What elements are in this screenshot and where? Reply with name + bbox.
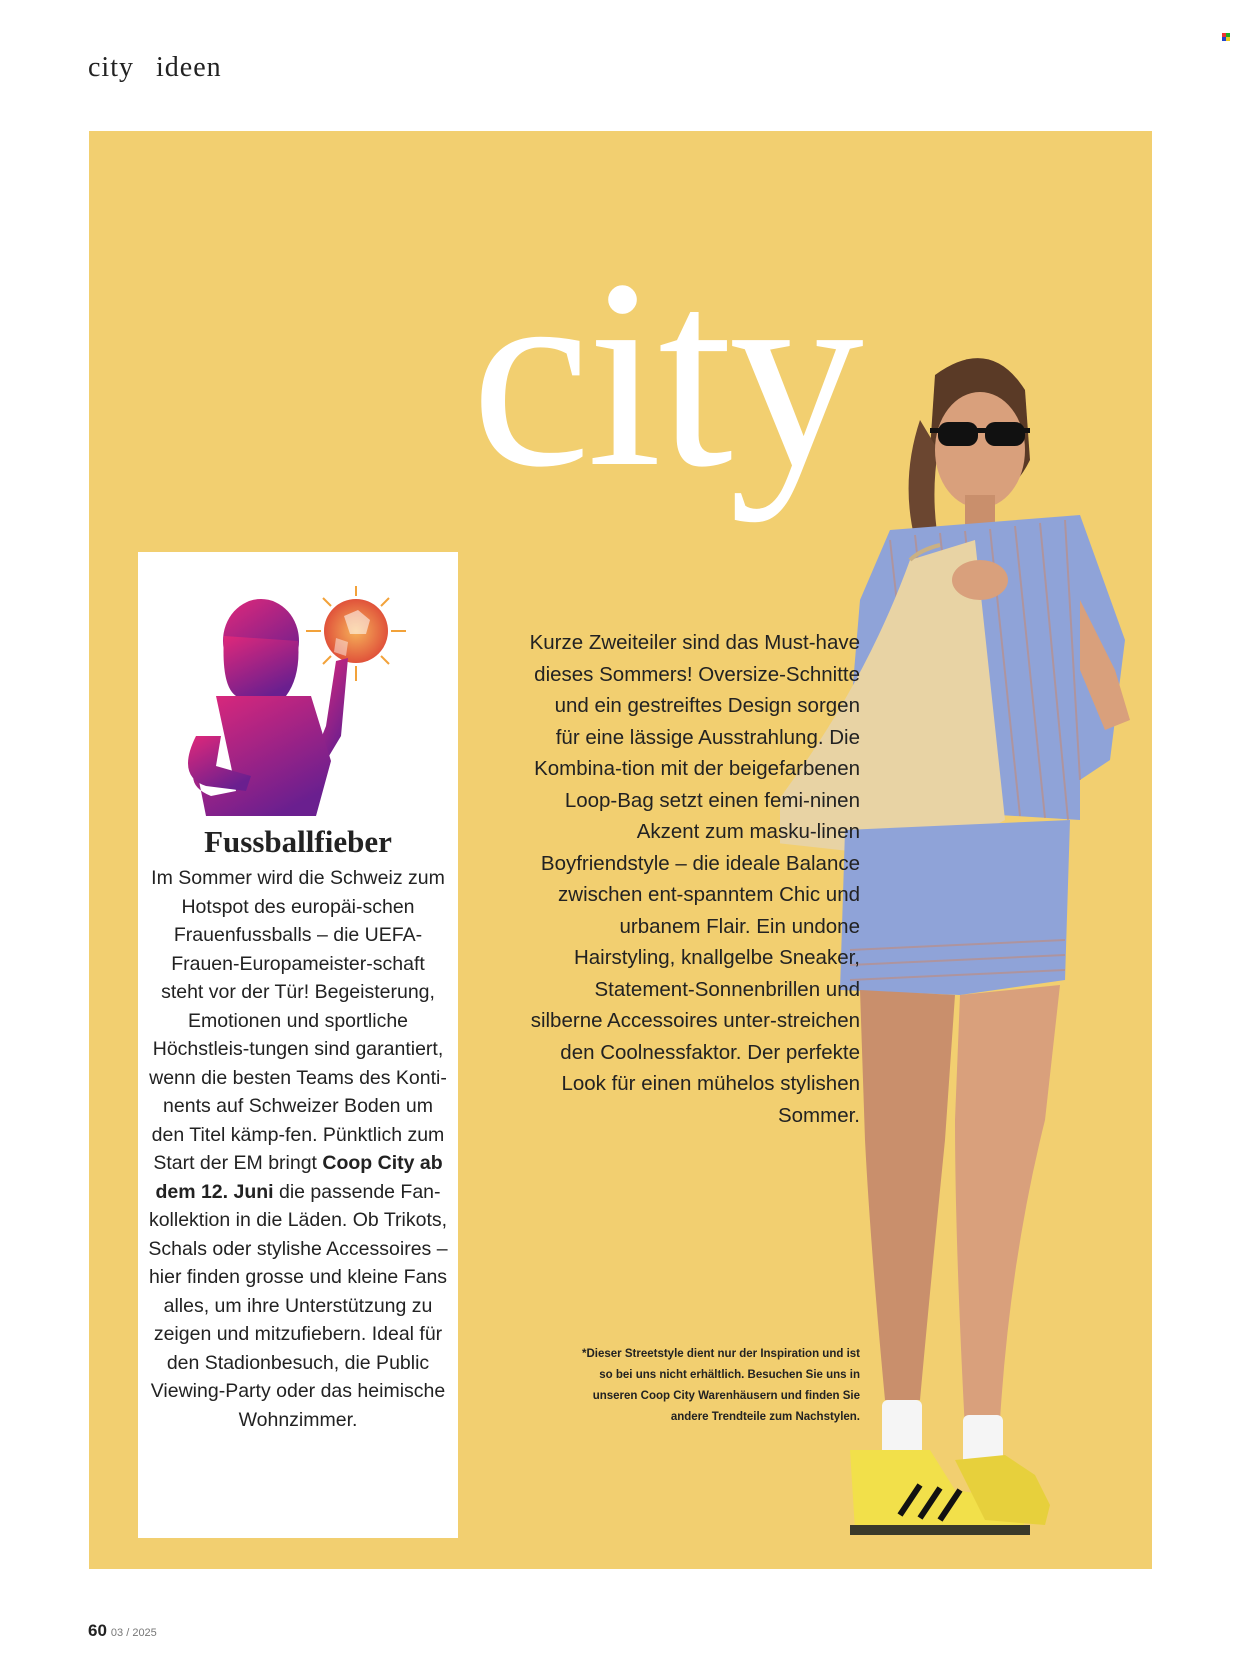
footnote: *Dieser Streetstyle dient nur der Inspiration und ist so bei uns nicht erhältlich. Besuchen Sie uns in unseren Coop City Warenhäusern und finden Sie andere Trendteile zum Nachstylen.	[582, 1348, 860, 1423]
sidebar-body	[148, 864, 448, 1434]
color-mark-icon	[1222, 33, 1230, 41]
sidebar-box	[138, 552, 458, 1538]
main-article-text: Kurze Zweiteiler sind das Must-have dieses Sommers! Oversize-Schnitte und ein gestreiftes Design sorgen für eine lässige Ausstrahlung. Die Kombina-tion mit der beigefarbenen Loop-Bag setzt einen femi-ninen Akzent zum masku-linen Boyfriendstyle – die ideale Balance zwischen ent-spanntem Chic und urbanem Flair. Ein undone Hairstyling, knallgelbe Sneaker, Statement-Sonnenbrillen und silberne Accessoires unter-streichen den Coolnessfaktor. Der perfekte Look für einen mühelos stylishen Sommer.	[529, 631, 860, 1127]
sidebar-heading: Fussballfieber	[204, 824, 392, 859]
sidebar-body-part1: Im Sommer wird die Schweiz zum Hotspot des europäi-schen Frauenfussballs – die UEFA-Frauen-Europameister-schaft steht vor der Tür! Begeisterung, Emotionen und sportliche Höchstleis-tungen sind garantiert, wenn die besten Teams des Konti-nents auf Schweizer Boden um den Titel kämp-fen. Pünktlich zum Start der EM bringt	[149, 867, 447, 1174]
page-title: city	[471, 224, 860, 523]
page-number: 60	[88, 1621, 107, 1640]
subsection-label: ideen	[156, 52, 222, 83]
sidebar-body-bold: Coop City ab dem 12. Juni	[155, 1152, 443, 1203]
section-label: city	[88, 52, 134, 83]
running-header	[88, 52, 222, 84]
page-footer	[88, 1621, 157, 1641]
sidebar-body-part2: die passende Fan-kollektion in die Läden. Ob Trikots, Schals oder stylishe Accessoires – hier finden grosse und kleine Fans alles, um ihre Unterstützung zu zeigen und mitzufiebern. Ideal für den Stadionbesuch, die Public Viewing-Party oder das heimische Wohnzimmer.	[148, 1180, 448, 1431]
footballer-woman-illustration	[176, 586, 416, 816]
issue-label: 03 / 2025	[110, 1627, 157, 1639]
